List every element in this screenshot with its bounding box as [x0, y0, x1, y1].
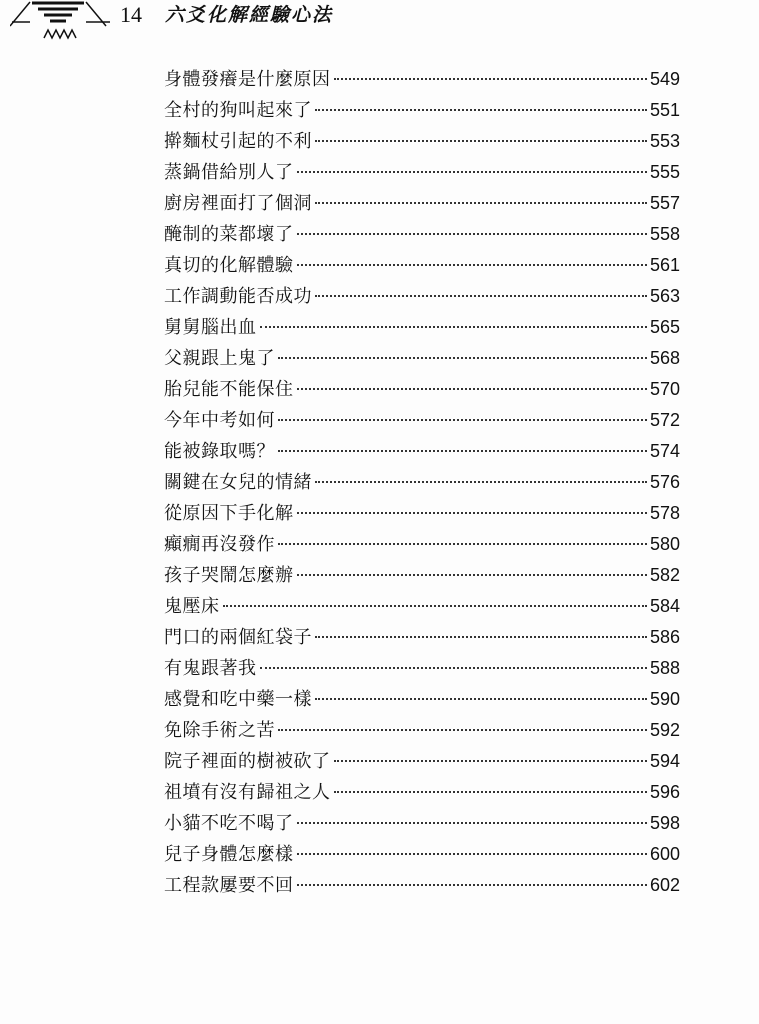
dot-leader: [297, 574, 647, 576]
dot-leader: [278, 543, 647, 545]
toc-entry: [164, 808, 680, 839]
toc-entry-page: 574: [649, 441, 680, 461]
toc-entry-title: 癲癇再沒發作: [164, 534, 275, 555]
dot-leader: [297, 264, 647, 266]
toc-entry-title: 小貓不吃不喝了: [164, 813, 294, 834]
toc-entry-page: 578: [649, 503, 680, 523]
toc-entry-page: 568: [649, 348, 680, 368]
toc-entry-title: 能被錄取嗎？: [164, 441, 275, 462]
toc-entry-page: 555: [649, 162, 680, 182]
toc-entry-page: 582: [649, 565, 680, 585]
toc-entry-title: 廚房裡面打了個洞: [164, 193, 312, 214]
toc-entry-title: 兒子身體怎麼樣: [164, 844, 294, 865]
toc-entry: [164, 498, 680, 529]
toc-entry-page: 592: [649, 720, 680, 740]
toc-entry-title: 院子裡面的樹被砍了: [164, 751, 331, 772]
toc-entry-title: 舅舅腦出血: [164, 317, 257, 338]
dot-leader: [260, 326, 647, 328]
dot-leader: [315, 698, 647, 700]
toc-entry-title: 工程款屢要不回: [164, 875, 294, 896]
toc-entry: [164, 839, 680, 870]
toc-entry-title: 身體發癢是什麼原因: [164, 69, 331, 90]
toc-entry: [164, 95, 680, 126]
toc-entry-title: 胎兒能不能保住: [164, 379, 294, 400]
toc-entry-title: 工作調動能否成功: [164, 286, 312, 307]
dot-leader: [297, 233, 647, 235]
trigram-logo-icon: [10, 0, 110, 42]
dot-leader: [278, 357, 647, 359]
dot-leader: [297, 884, 647, 886]
toc-entry-title: 蒸鍋借給別人了: [164, 162, 294, 183]
toc-entry: [164, 219, 680, 250]
dot-leader: [278, 450, 647, 452]
toc-entry: [164, 126, 680, 157]
toc-entry: [164, 343, 680, 374]
dot-leader: [315, 140, 647, 142]
toc-entry-page: 558: [649, 224, 680, 244]
toc-entry: [164, 250, 680, 281]
toc-entry-title: 孩子哭鬧怎麼辦: [164, 565, 294, 586]
toc-entry-title: 今年中考如何: [164, 410, 275, 431]
toc-entry-title: 全村的狗叫起來了: [164, 100, 312, 121]
running-title: 六爻化解經驗心法: [165, 4, 334, 26]
toc-entry: [164, 715, 680, 746]
toc-entry: [164, 281, 680, 312]
toc-entry: [164, 653, 680, 684]
toc-entry: [164, 870, 680, 901]
dot-leader: [297, 171, 647, 173]
toc-entry-title: 真切的化解體驗: [164, 255, 294, 276]
toc-entry-title: 有鬼跟著我: [164, 658, 257, 679]
dot-leader: [315, 295, 647, 297]
dot-leader: [315, 202, 647, 204]
toc-entry: [164, 684, 680, 715]
toc-entry-page: 553: [649, 131, 680, 151]
toc-entry-page: 584: [649, 596, 680, 616]
toc-entry-title: 免除手術之苦: [164, 720, 275, 741]
dot-leader: [278, 419, 647, 421]
toc-entry-title: 鬼壓床: [164, 596, 220, 617]
toc-entry-page: 598: [649, 813, 680, 833]
toc-entry-page: 580: [649, 534, 680, 554]
toc-entry-page: 570: [649, 379, 680, 399]
toc-entry-page: 561: [649, 255, 680, 275]
toc-entry: [164, 560, 680, 591]
dot-leader: [334, 760, 647, 762]
toc-entry-page: 602: [649, 875, 680, 895]
toc-entry: [164, 777, 680, 808]
toc-entry-page: 572: [649, 410, 680, 430]
dot-leader: [260, 667, 647, 669]
dot-leader: [334, 791, 647, 793]
toc-entry-title: 從原因下手化解: [164, 503, 294, 524]
toc-entry: [164, 467, 680, 498]
toc-entry-page: 600: [649, 844, 680, 864]
toc-entry-page: 596: [649, 782, 680, 802]
toc-entry-page: 586: [649, 627, 680, 647]
dot-leader: [278, 729, 647, 731]
toc-entry-title: 擀麵杖引起的不利: [164, 131, 312, 152]
toc-entry-title: 父親跟上鬼了: [164, 348, 275, 369]
toc-entry-title: 門口的兩個紅袋子: [164, 627, 312, 648]
toc-entry: [164, 746, 680, 777]
toc-entry: [164, 529, 680, 560]
dot-leader: [297, 388, 647, 390]
toc-entry: [164, 64, 680, 95]
toc-entry-title: 關鍵在女兒的情緒: [164, 472, 312, 493]
toc-entry-title: 祖墳有沒有歸祖之人: [164, 782, 331, 803]
toc-entry-page: 590: [649, 689, 680, 709]
toc-entry: [164, 622, 680, 653]
toc-entry: [164, 374, 680, 405]
toc-entry-page: 588: [649, 658, 680, 678]
toc-entry-page: 551: [649, 100, 680, 120]
page-header: [0, 0, 759, 40]
dot-leader: [223, 605, 647, 607]
toc-entry-page: 594: [649, 751, 680, 771]
toc-entry-page: 549: [649, 69, 680, 89]
toc-entry: [164, 405, 680, 436]
toc-entry-page: 563: [649, 286, 680, 306]
toc-entry-page: 557: [649, 193, 680, 213]
toc-entry: [164, 188, 680, 219]
toc-entry-page: 576: [649, 472, 680, 492]
dot-leader: [315, 481, 647, 483]
toc-entry-title: 感覺和吃中藥一樣: [164, 689, 312, 710]
table-of-contents: [164, 64, 680, 901]
toc-entry-page: 565: [649, 317, 680, 337]
toc-entry: [164, 591, 680, 622]
toc-entry: [164, 436, 680, 467]
dot-leader: [334, 78, 647, 80]
dot-leader: [297, 853, 647, 855]
toc-entry: [164, 312, 680, 343]
dot-leader: [315, 636, 647, 638]
dot-leader: [297, 512, 647, 514]
dot-leader: [315, 109, 647, 111]
toc-entry: [164, 157, 680, 188]
page-number: 14: [120, 2, 142, 27]
toc-entry-title: 醃制的菜都壞了: [164, 224, 294, 245]
dot-leader: [297, 822, 647, 824]
